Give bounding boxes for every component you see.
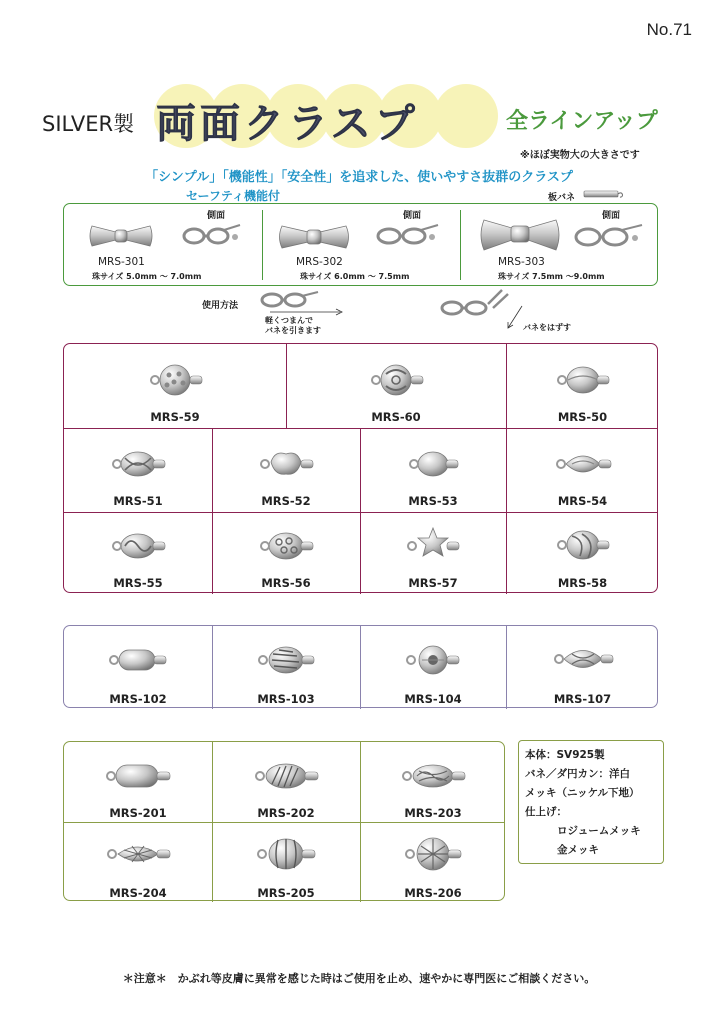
product-card[interactable] [506, 344, 659, 428]
product-code: MRS-102 [109, 692, 167, 706]
clasp-image [250, 758, 322, 794]
product-card[interactable] [64, 512, 212, 594]
product-card[interactable] [212, 742, 360, 822]
clasp-image [105, 642, 171, 678]
product-code: MRS-58 [557, 576, 608, 590]
product-card[interactable] [64, 742, 212, 822]
page-number: No.71 [646, 20, 692, 39]
clasp-image [397, 834, 469, 874]
product-code: MRS-103 [257, 692, 315, 706]
product-size: 珠サイズ 5.0mm 〜 7.0mm [92, 272, 202, 281]
clasp-image [253, 642, 319, 678]
clasp-image [102, 758, 174, 794]
side-view-image [572, 222, 648, 250]
clasp-image [402, 524, 464, 564]
clasp-group-olive [63, 741, 505, 901]
product-code: MRS-301 [98, 256, 145, 268]
product-card[interactable] [460, 204, 659, 285]
product-code: MRS-303 [498, 256, 545, 268]
clasp-image [255, 528, 317, 564]
product-card[interactable] [262, 204, 460, 285]
product-card[interactable] [212, 626, 360, 709]
product-code: MRS-201 [109, 806, 167, 820]
clasp-image [397, 758, 469, 794]
product-card[interactable] [360, 742, 506, 822]
title-block [150, 84, 500, 154]
tagline: 「シンプル」「機能性」「安全性」を追求した、使いやすさ抜群のクラスプ [145, 170, 573, 185]
usage-release-image [436, 286, 532, 332]
product-card[interactable] [64, 204, 262, 285]
caution-footer: ＊注意＊ かぶれ等皮膚に異常を感じた時はご使用を止め、速やかに専門医にご相談ください。 [122, 972, 596, 985]
side-view-image [180, 222, 246, 248]
clasp-image [552, 526, 614, 564]
clasp-image [364, 362, 428, 398]
clasp-image [107, 446, 169, 482]
product-code: MRS-60 [371, 410, 421, 424]
clasp-image [143, 362, 207, 398]
product-code: MRS-203 [404, 806, 462, 820]
product-card[interactable] [506, 512, 659, 594]
product-card[interactable] [506, 428, 659, 512]
leaf-spring-image [583, 189, 625, 199]
side-view-image [374, 222, 444, 248]
product-card[interactable] [64, 822, 212, 902]
product-card[interactable] [212, 512, 360, 594]
size-note: ※ほぼ実物大の大きさです [520, 150, 640, 161]
product-card[interactable] [506, 626, 659, 709]
spec-line: バネ／ダ円カン：洋白 [525, 768, 630, 780]
clasp-group-maroon [63, 343, 658, 593]
lineup-label: 全ラインアップ [506, 109, 658, 134]
product-code: MRS-56 [261, 576, 311, 590]
product-card[interactable] [360, 428, 506, 512]
product-code: MRS-107 [553, 692, 612, 706]
product-code: MRS-204 [109, 886, 167, 900]
product-card[interactable] [360, 512, 506, 594]
spec-box [518, 740, 664, 864]
clasp-image [478, 212, 562, 256]
leaf-spring-label: 板バネ [548, 193, 576, 203]
product-code: MRS-52 [261, 494, 311, 508]
spec-line: 仕上げ： [525, 806, 567, 818]
product-card[interactable] [212, 428, 360, 512]
product-code: MRS-57 [408, 576, 458, 590]
clasp-image [276, 218, 352, 254]
product-size: 珠サイズ 6.0mm 〜 7.5mm [300, 272, 410, 281]
product-code: MRS-55 [113, 576, 163, 590]
usage-pull-text: 軽くつまんで バネを引きます [265, 316, 321, 335]
product-card[interactable] [212, 822, 360, 902]
product-code: MRS-202 [257, 806, 315, 820]
clasp-image [552, 362, 614, 398]
side-view-label: 側面 [602, 211, 621, 221]
clasp-image [255, 446, 317, 482]
safety-clasp-box [63, 203, 658, 286]
spec-line: メッキ（ニッケル下地） [525, 787, 640, 799]
product-code: MRS-54 [557, 494, 608, 508]
material-label: SILVER製 [42, 112, 135, 136]
product-card[interactable] [64, 428, 212, 512]
product-code: MRS-302 [296, 256, 343, 268]
usage-release-text: バネをはずす [523, 323, 571, 332]
usage-label: 使用方法 [202, 301, 239, 311]
side-view-label: 側面 [207, 211, 226, 221]
clasp-image [552, 446, 614, 482]
product-code: MRS-50 [557, 410, 608, 424]
product-code: MRS-59 [150, 410, 200, 424]
product-size: 珠サイズ 7.5mm 〜9.0mm [498, 272, 605, 281]
clasp-image [550, 640, 616, 678]
product-card[interactable] [360, 822, 506, 902]
product-code: MRS-104 [404, 692, 462, 706]
spec-line: 本体：SV925製 [525, 749, 605, 761]
product-card[interactable] [64, 626, 212, 709]
product-code: MRS-206 [404, 886, 462, 900]
product-code: MRS-51 [113, 494, 163, 508]
spec-line: 金メッキ [557, 844, 599, 856]
side-view-label: 側面 [403, 211, 422, 221]
clasp-image [86, 218, 156, 252]
product-card[interactable] [64, 344, 286, 428]
product-code: MRS-205 [257, 886, 315, 900]
safety-label: セーフティ機能付 [186, 189, 280, 203]
clasp-image [250, 834, 322, 874]
product-card[interactable] [360, 626, 506, 709]
page-title: 両面クラスプ [156, 101, 419, 147]
clasp-image [107, 528, 169, 564]
title-bg-circle [434, 84, 498, 148]
product-code: MRS-53 [408, 494, 458, 508]
clasp-group-purple [63, 625, 658, 708]
clasp-image [102, 836, 174, 872]
spec-line: ロジュームメッキ [557, 825, 641, 837]
clasp-image [400, 642, 466, 678]
product-card[interactable] [286, 344, 506, 428]
clasp-image [402, 446, 464, 482]
